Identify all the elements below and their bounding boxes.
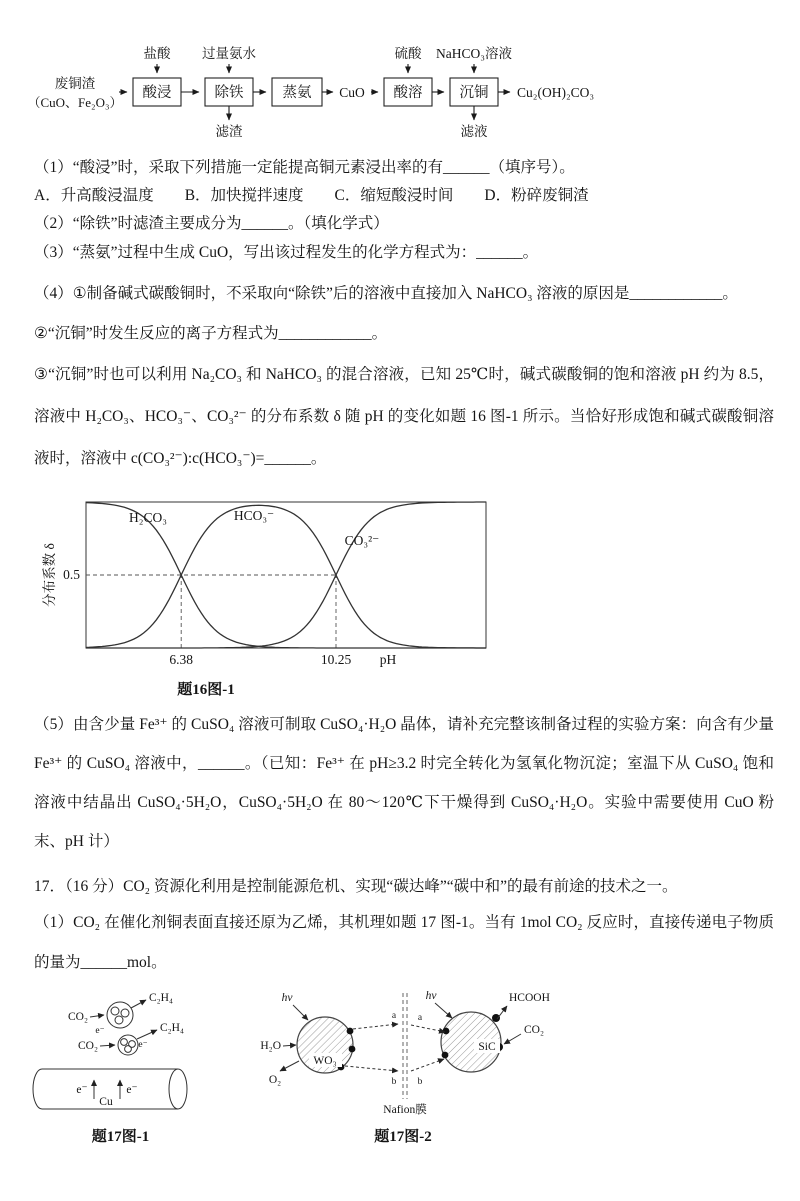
process-flowchart: [0, 0, 800, 150]
wo3-label: WO₃: [313, 1055, 337, 1067]
q16-part1: （1）“酸浸”时，采取下列措施一定能提高铜元素浸出率的有______（填序号）。: [34, 159, 575, 176]
fig2-point-a-right: a: [417, 1013, 423, 1023]
chart-dashed-guides: [86, 575, 336, 648]
q17-stem: 17．（16 分）CO₂ 资源化利用是控制能源危机、实现“碳达峰”“碳中和”的最有前途的技术之一。: [34, 878, 678, 895]
figure-17-2: [253, 987, 553, 1146]
fig1-co2-bottom-label: CO₂: [78, 1040, 98, 1052]
figure-17-1-drawing: [28, 987, 213, 1125]
chart-ytick-0-5: 0.5: [63, 567, 80, 582]
sic-surface-dot-3: [492, 1014, 500, 1022]
figure-17-1-caption: 题17图-1: [91, 1129, 150, 1145]
input-h2so4: 硫酸: [394, 46, 422, 61]
catalyst-cluster-bottom: [118, 1035, 138, 1055]
input-nahco3-solution: NaHCO₃溶液: [436, 46, 512, 61]
output-filter-residue: 滤渣: [215, 124, 243, 139]
figure-17-1: [28, 987, 213, 1146]
series-label-co3: CO₃²⁻: [344, 533, 380, 548]
sic-surface-dot-1: [443, 1028, 450, 1035]
fig2-hcooh-label: HCOOH: [509, 992, 550, 1004]
fig2-hv-right-label: hν: [425, 990, 437, 1002]
q16-part4-2: ②“沉铜”时发生反应的离子方程式为____________。: [34, 325, 388, 342]
chart-caption: 题16图-1: [177, 682, 235, 698]
figure-17-2-caption: 题17图-2: [374, 1129, 432, 1145]
fig2-h2o-label: H₂O: [260, 1040, 281, 1052]
series-label-hco3: HCO₃⁻: [233, 508, 275, 523]
sic-surface-dot-2: [442, 1052, 449, 1059]
input-hcl: 盐酸: [143, 46, 171, 61]
step-label-distill-ammonia: 蒸氨: [282, 85, 312, 101]
sic-label: SiC: [478, 1041, 496, 1053]
input-excess-ammonia: 过量氨水: [202, 46, 256, 61]
figures-row: [28, 987, 800, 1146]
q16-part4-3: ③“沉铜”时也可以利用 Na₂CO₃ 和 NaHCO₃ 的混合溶液，已知 25℃时，碱式碳酸铜的饱和溶液 pH 约为 8.5，溶液中 H₂CO₃、HCO₃⁻、CO₃²⁻ 的分布系数 δ 随 pH 的变化如题 16 图-1 所示。当恰好形成饱和碱式碳酸铜溶液时，溶液中 c(CO₃²⁻):c(HCO₃⁻)=______。: [34, 366, 774, 467]
fig1-electron-cluster-label: e⁻: [95, 1026, 105, 1036]
fig2-hv-left-label: hν: [281, 992, 293, 1004]
q17-part1: （1）CO₂ 在催化剂铜表面直接还原为乙烯，其机理如题 17 图-1。当有 1mol CO₂ 反应时，直接传递电子物质的量为______mol。: [34, 914, 774, 971]
distribution-chart-block: [36, 490, 800, 699]
question-16-5-and-17-block: [34, 705, 774, 983]
question-16-block: [34, 154, 774, 480]
distribution-chart: [36, 490, 556, 676]
step-label-remove-iron: 除铁: [214, 85, 244, 101]
fig1-c2h4-bottom-label: C₂H₄: [160, 1022, 184, 1034]
chart-xtick-10-25: 10.25: [320, 652, 352, 667]
feed-label-line1: 废铜渣: [54, 76, 96, 91]
nafion-membrane-label: Nafion膜: [383, 1104, 427, 1116]
figure-17-2-drawing: [253, 987, 553, 1125]
fig1-c2h4-top-label: C₂H₄: [149, 992, 173, 1004]
q16-part1-options: A．升高酸浸温度 B．加快搅拌速度 C．缩短酸浸时间 D．粉碎废铜渣: [34, 187, 589, 204]
catalyst-cluster-top: [107, 1002, 133, 1028]
product-basic-copper-carbonate: Cu₂(OH)₂CO₃: [517, 85, 595, 100]
step-label-precipitate-copper: 沉铜: [459, 85, 489, 101]
curve-hco3: [86, 505, 486, 648]
fig2-transfer-arrows: [345, 1024, 445, 1071]
q16-part3: （3）“蒸氨”过程中生成 CuO，写出该过程发生的化学方程式为：______。: [34, 244, 539, 261]
output-filtrate: 滤液: [460, 124, 488, 139]
fig2-o2-label: O₂: [268, 1074, 282, 1086]
chart-xtick-6-38: 6.38: [169, 652, 194, 667]
q16-part5: （5）由含少量 Fe³⁺ 的 CuSO₄ 溶液可制取 CuSO₄·H₂O 晶体，请补充完整该制备过程的实验方案：向含有少量 Fe³⁺ 的 CuSO₄ 溶液中，______。（已知：Fe³⁺ 在 pH≥3.2 时完全转化为氢氧化物沉淀；室温下从 CuSO₄ 饱和溶液中结晶出 CuSO₄·5H₂O，CuSO₄·5H₂O 在 80～120℃下干燥得到 CuSO₄·H₂O。实验中需要使用 CuO 粉末、pH 计）: [34, 716, 774, 850]
fig2-point-a-left: a: [391, 1011, 397, 1021]
fig2-point-b-left: b: [391, 1077, 397, 1087]
step-label-leach: 酸浸: [142, 85, 172, 101]
wo3-surface-dot-2: [349, 1046, 356, 1053]
fig1-electron-right-label: e⁻: [126, 1084, 138, 1096]
fig2-point-b-right: b: [417, 1077, 423, 1087]
wo3-surface-dot-1: [347, 1028, 354, 1035]
fig1-co2-top-label: CO₂: [68, 1011, 88, 1023]
intermediate-cuo: CuO: [339, 85, 365, 100]
fig1-cu-label: Cu: [99, 1096, 113, 1108]
step-label-acid-dissolve: 酸溶: [393, 85, 423, 101]
chart-xlabel: pH: [379, 652, 397, 667]
nafion-membrane: [403, 993, 407, 1099]
feed-label-line2: （CuO、Fe₂O₃）: [27, 95, 123, 110]
fig1-electron-left-label: e⁻: [76, 1084, 88, 1096]
series-label-h2co3: H₂CO₃: [129, 510, 167, 525]
q16-part4-1: （4）①制备碱式碳酸铜时，不采取向“除铁”后的溶液中直接加入 NaHCO₃ 溶液的原因是____________。: [34, 285, 738, 302]
fig1-electron-cluster-label2: e⁻: [138, 1040, 148, 1050]
chart-ylabel: 分布系数 δ: [42, 543, 57, 607]
q16-part2: （2）“除铁”时滤渣主要成分为______。（填化学式）: [34, 215, 389, 232]
fig2-co2-label: CO₂: [524, 1024, 544, 1036]
